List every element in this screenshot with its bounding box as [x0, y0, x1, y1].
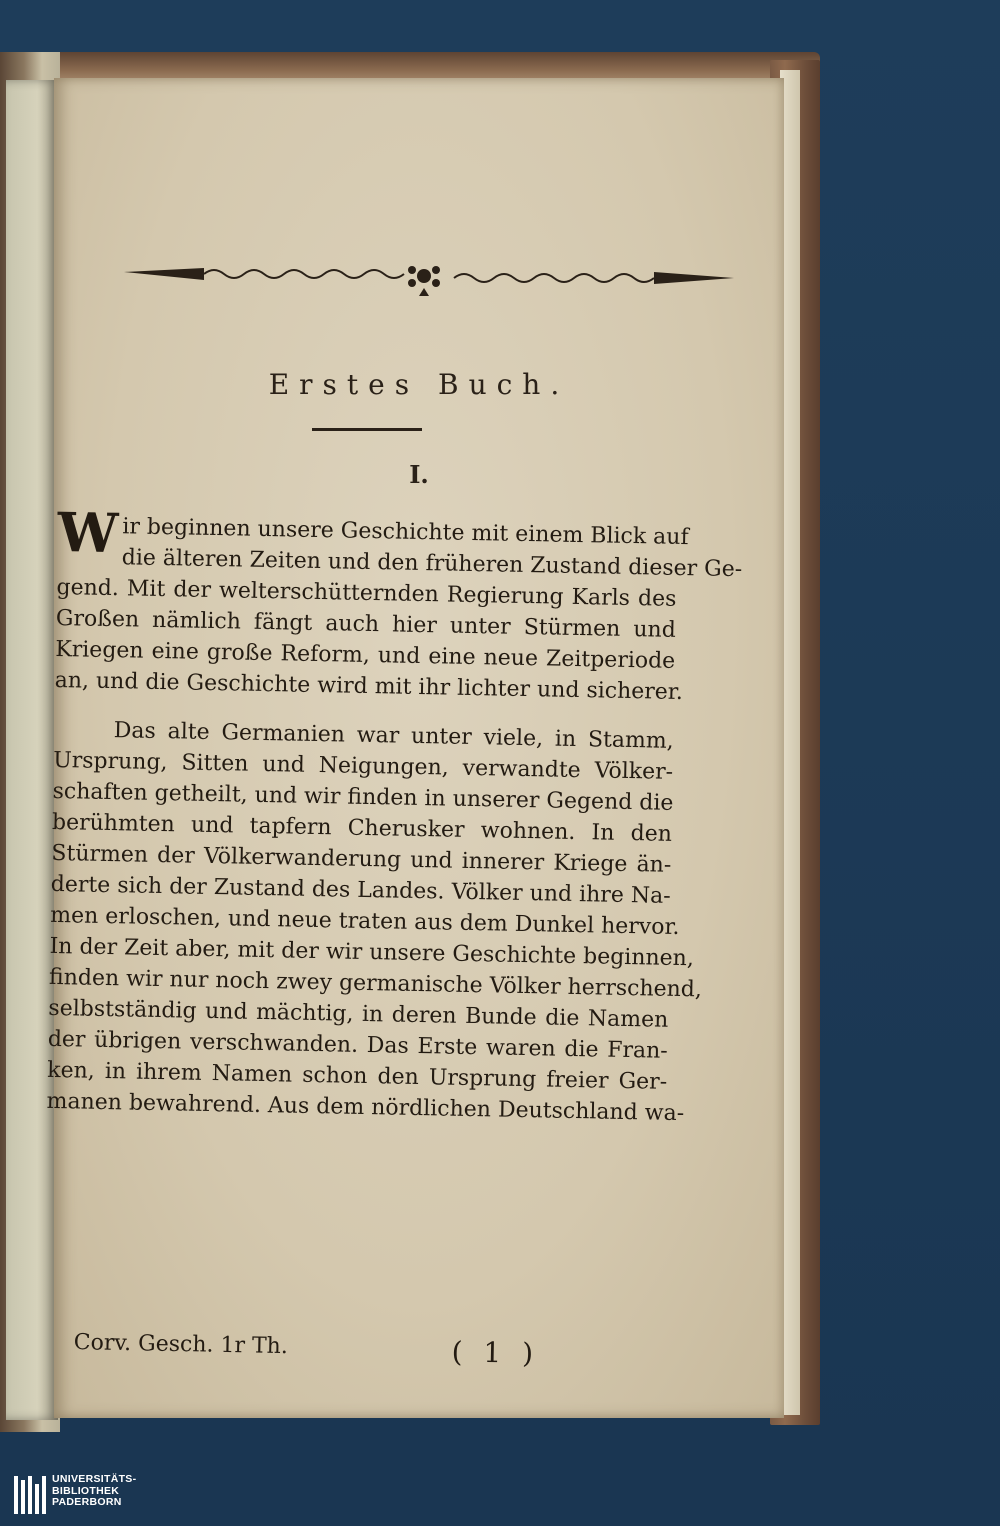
book-heading: Erstes Buch. — [268, 368, 570, 401]
text-line: selbstständig und mächtig, in deren Bunde die Namen — [48, 995, 669, 1033]
chapter-number: I. — [409, 460, 429, 489]
text-line: Kriegen eine große Reform, und eine neue Zeitperiode — [55, 636, 676, 674]
logo-line-3: PADERBORN — [52, 1496, 122, 1508]
text-line: finden wir nur noch zwey germanische Völker herrschend, — [48, 964, 703, 1003]
body-text — [46, 500, 743, 1129]
text-line: men erloschen, und neue traten aus dem Dunkel hervor. — [49, 902, 680, 941]
heading-rule — [312, 428, 422, 431]
paragraph-1 — [54, 500, 743, 708]
drop-cap: W — [56, 500, 119, 566]
text-line: berühmten und tapfern Cherusker wohnen. In den — [51, 809, 673, 847]
ornament-divider — [124, 258, 734, 298]
text-line: Ursprung, Sitten und Neigungen, verwandte Völker- — [52, 747, 674, 785]
signature-mark: Corv. Gesch. 1r Th. — [73, 1330, 289, 1360]
logo-line-2: BIBLIOTHEK — [52, 1484, 120, 1497]
text-line: der übrigen verschwanden. Das Erste waren die Fran- — [47, 1026, 668, 1064]
library-logo-text — [52, 1474, 136, 1509]
logo-line-1: UNIVERSITÄTS- — [52, 1473, 137, 1485]
text-line: Stürmen der Völkerwanderung und innerer Kriege än- — [51, 840, 672, 878]
text-line: derte sich der Zustand des Landes. Völker und ihre Na- — [50, 871, 671, 909]
book-page — [46, 78, 784, 1418]
text-line: ken, in ihrem Namen schon den Ursprung freier Ger- — [46, 1057, 668, 1095]
text-line: In der Zeit aber, mit der wir unsere Geschichte beginnen, — [49, 933, 695, 972]
text-line: Das alte Germanien war unter viele, in Stamm, — [113, 718, 674, 754]
left-page-edge — [6, 80, 58, 1420]
paragraph-2 — [46, 714, 703, 1129]
text-line: an, und die Geschichte wird mit ihr lichter und sicherer. — [54, 667, 684, 706]
text-line: ir beginnen unsere Geschichte mit einem Blick auf — [122, 514, 689, 551]
text-line: die älteren Zeiten und den früheren Zustand dieser Ge- — [121, 545, 743, 583]
text-line: gend. Mit der welterschütternden Regierung Karls des — [56, 574, 677, 612]
text-line: schaften getheilt, und wir finden in unserer Gegend die — [52, 778, 674, 816]
sheet-number: ( 1 ) — [451, 1335, 540, 1370]
page-footer — [73, 1330, 714, 1370]
library-logo-icon — [12, 1474, 48, 1516]
text-line: manen bewahrend. Aus dem nördlichen Deutschland wa- — [46, 1088, 685, 1127]
text-line: Großen nämlich fängt auch hier unter Stürmen und — [55, 605, 677, 643]
